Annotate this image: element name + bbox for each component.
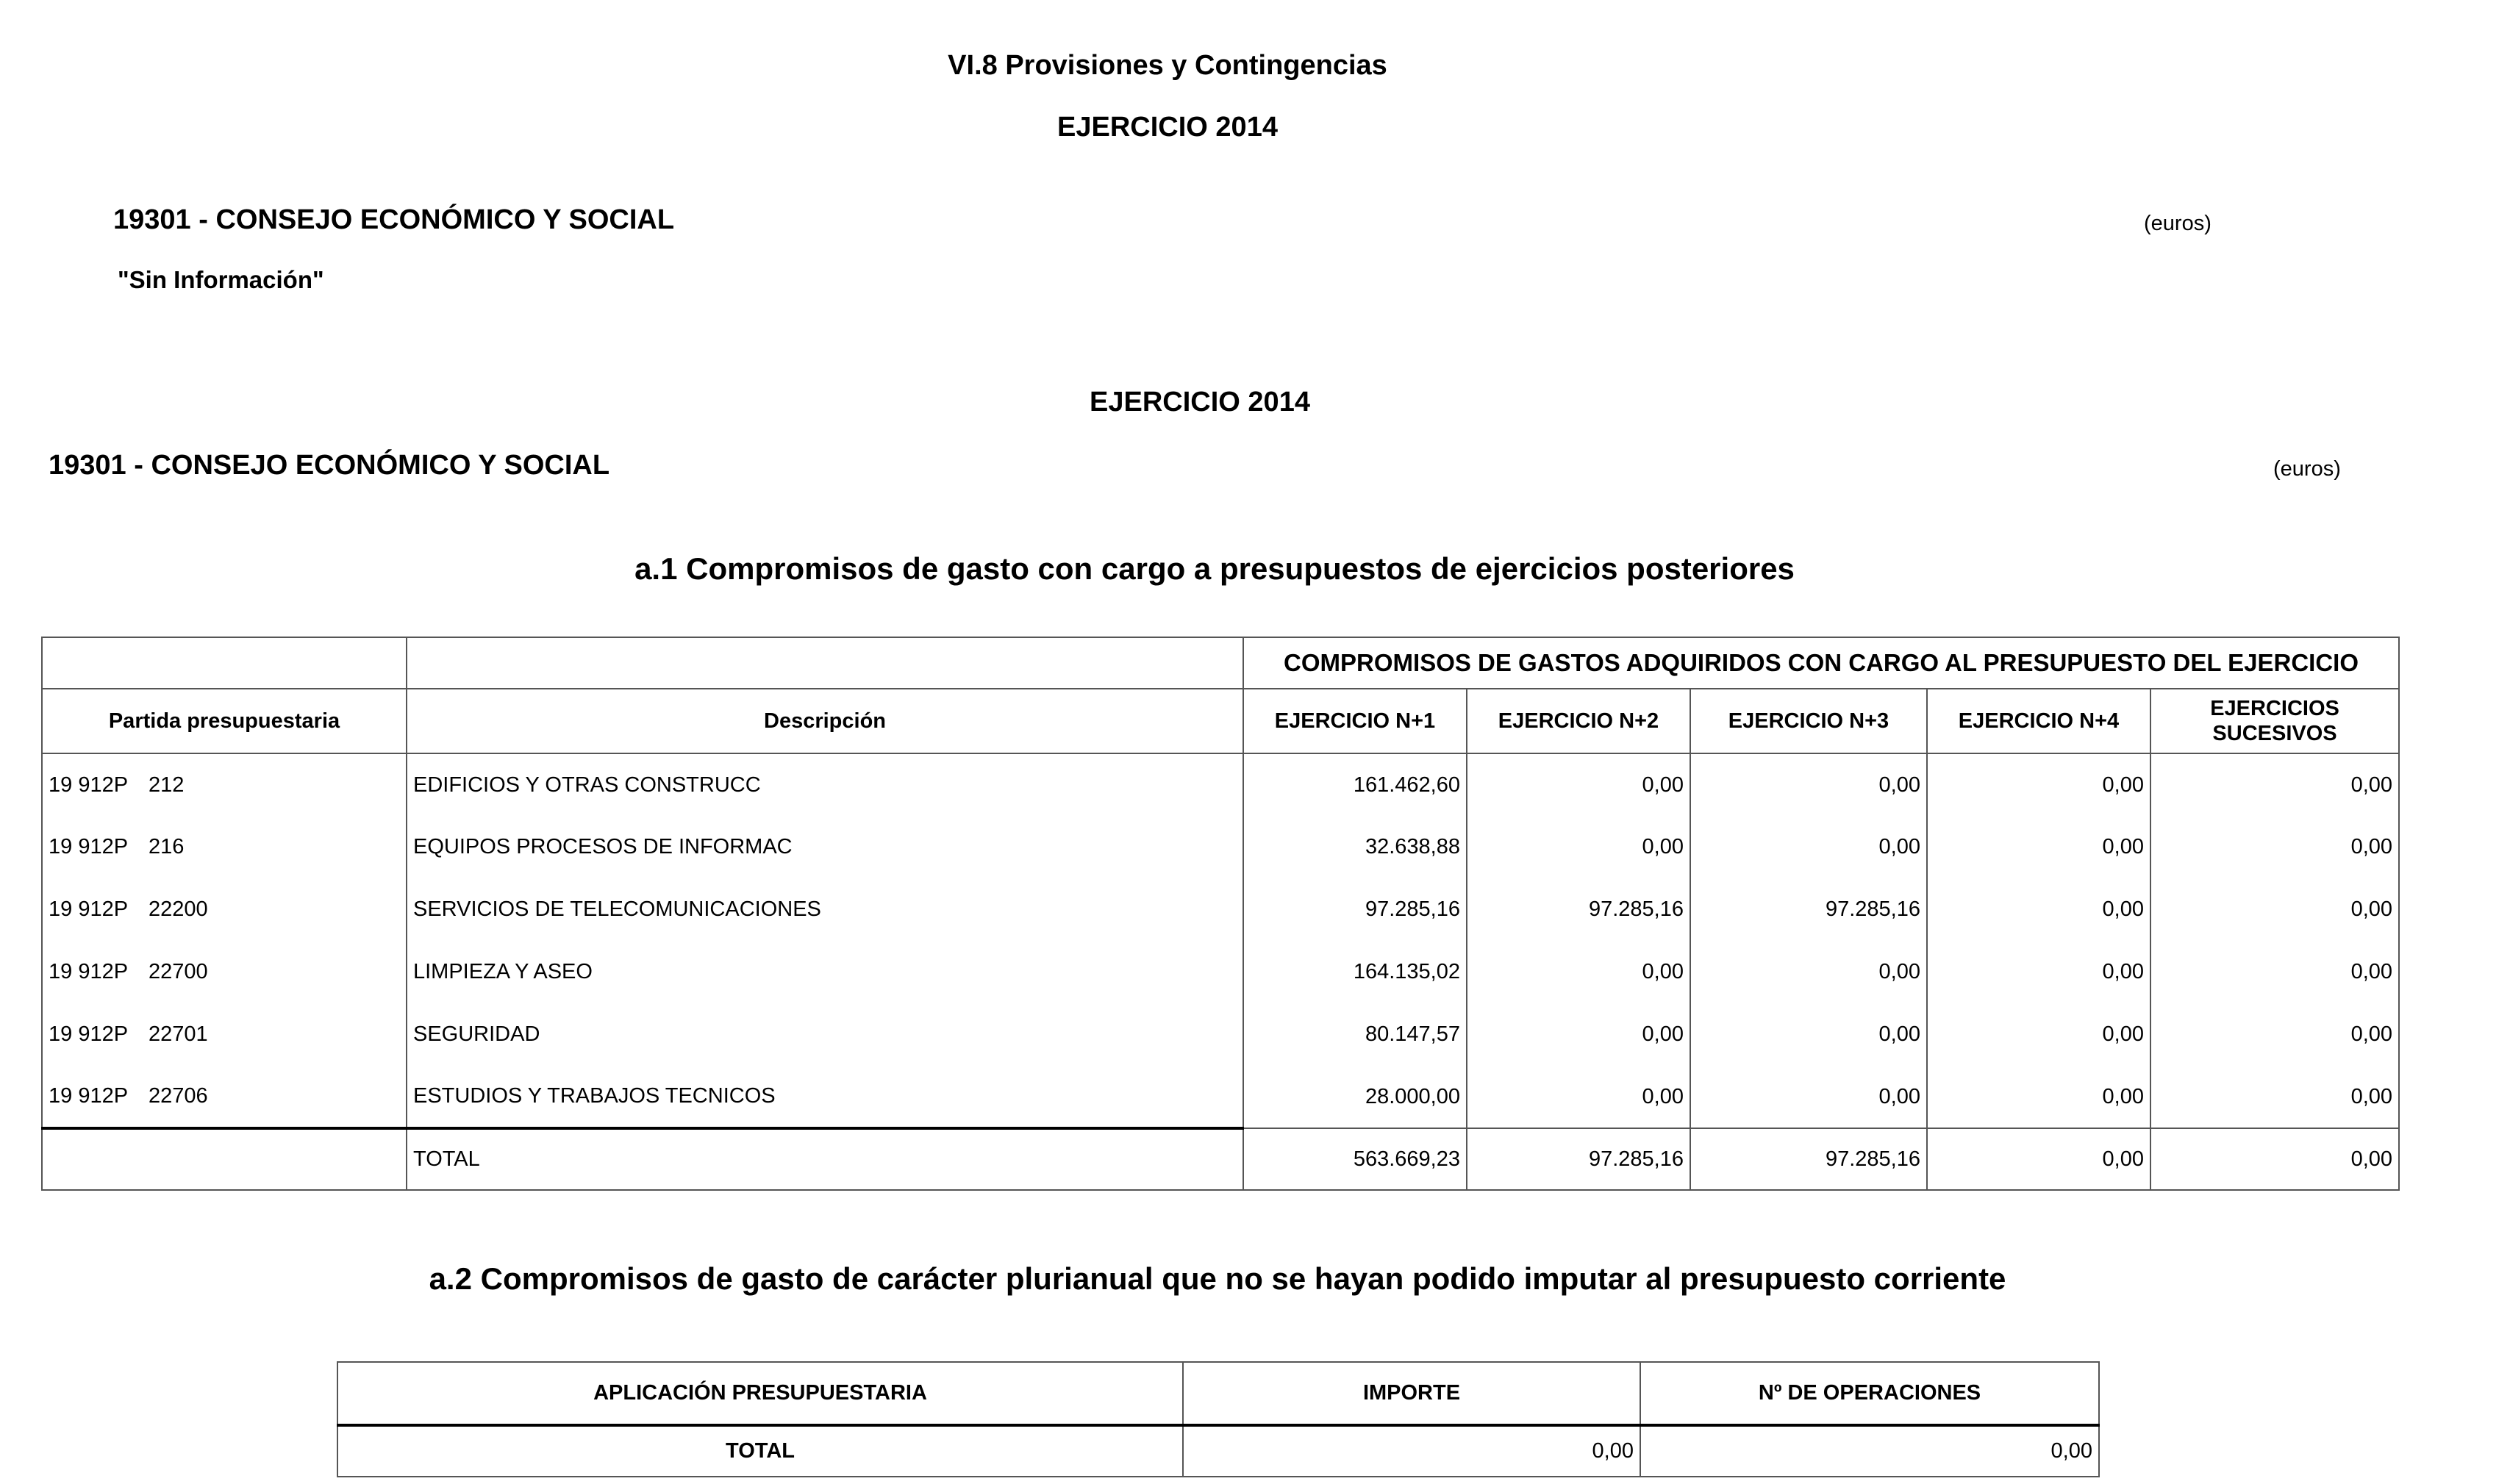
concepto-code: 22701 bbox=[149, 1022, 208, 1046]
descripcion-cell: EQUIPOS PROCESOS DE INFORMAC bbox=[407, 816, 1243, 878]
n1-cell: 164.135,02 bbox=[1243, 941, 1467, 1003]
partida-cell bbox=[42, 1066, 407, 1128]
sucesivos-cell: 0,00 bbox=[2150, 816, 2399, 878]
a1-col-header: EJERCICIO N+1 bbox=[1243, 689, 1467, 753]
a1-col-header: Partida presupuestaria bbox=[42, 689, 407, 753]
n3-cell: 0,00 bbox=[1690, 816, 1927, 878]
n1-cell: 32.638,88 bbox=[1243, 816, 1467, 878]
partida-code: 19 912P bbox=[49, 960, 129, 983]
a2-total-label: TOTAL bbox=[337, 1425, 1183, 1477]
concepto-code: 212 bbox=[149, 773, 185, 797]
n3-cell: 0,00 bbox=[1690, 941, 1927, 1003]
concepto-code: 22200 bbox=[149, 897, 208, 921]
n4-cell: 0,00 bbox=[1927, 1003, 2150, 1066]
n1-cell: 161.462,60 bbox=[1243, 753, 1467, 816]
a2-col-header: IMPORTE bbox=[1183, 1362, 1640, 1425]
a2-title: a.2 Compromisos de gasto de carácter plurianual que no se hayan podido imputar al presupuesto corriente bbox=[429, 1261, 2006, 1296]
n2-cell: 0,00 bbox=[1467, 1003, 1690, 1066]
partida-cell bbox=[42, 941, 407, 1003]
a2-table bbox=[337, 1361, 2100, 1477]
a2-col-header: Nº DE OPERACIONES bbox=[1640, 1362, 2099, 1425]
a1-total-n2: 97.285,16 bbox=[1467, 1128, 1690, 1190]
n4-cell: 0,00 bbox=[1927, 878, 2150, 941]
descripcion-cell: SEGURIDAD bbox=[407, 1003, 1243, 1066]
sucesivos-cell: 0,00 bbox=[2150, 753, 2399, 816]
a1-col-header: Descripción bbox=[407, 689, 1243, 753]
table-row bbox=[42, 753, 2399, 816]
a1-total-label: TOTAL bbox=[407, 1128, 1243, 1190]
n1-cell: 28.000,00 bbox=[1243, 1066, 1467, 1128]
units-label: (euros) bbox=[2144, 212, 2212, 235]
entity-heading: 19301 - CONSEJO ECONÓMICO Y SOCIAL bbox=[113, 204, 675, 235]
n2-cell: 0,00 bbox=[1467, 753, 1690, 816]
a1-col-header: EJERCICIOS SUCESIVOS bbox=[2150, 689, 2399, 753]
n1-cell: 97.285,16 bbox=[1243, 878, 1467, 941]
n4-cell: 0,00 bbox=[1927, 753, 2150, 816]
partida-cell bbox=[42, 816, 407, 878]
partida-code: 19 912P bbox=[49, 835, 129, 859]
sucesivos-cell: 0,00 bbox=[2150, 941, 2399, 1003]
a1-col-header: EJERCICIO N+3 bbox=[1690, 689, 1927, 753]
n4-cell: 0,00 bbox=[1927, 1066, 2150, 1128]
section-title: VI.8 Provisiones y Contingencias bbox=[948, 50, 1387, 81]
partida-cell bbox=[42, 1003, 407, 1066]
partida-code: 19 912P bbox=[49, 773, 129, 797]
partida-code: 19 912P bbox=[49, 897, 129, 921]
n3-cell: 0,00 bbox=[1690, 753, 1927, 816]
table-row bbox=[42, 878, 2399, 941]
n2-cell: 0,00 bbox=[1467, 1066, 1690, 1128]
a1-blank-cell bbox=[407, 637, 1243, 689]
partida-code: 19 912P bbox=[49, 1084, 129, 1108]
n1-cell: 80.147,57 bbox=[1243, 1003, 1467, 1066]
descripcion-cell: LIMPIEZA Y ASEO bbox=[407, 941, 1243, 1003]
a1-total-suc: 0,00 bbox=[2150, 1128, 2399, 1190]
a1-col-header: EJERCICIO N+2 bbox=[1467, 689, 1690, 753]
exercise-heading: EJERCICIO 2014 bbox=[1057, 112, 1278, 143]
units-label-2: (euros) bbox=[2273, 457, 2341, 481]
n2-cell: 0,00 bbox=[1467, 941, 1690, 1003]
a1-title: a.1 Compromisos de gasto con cargo a presupuestos de ejercicios posteriores bbox=[634, 551, 1795, 586]
n3-cell: 97.285,16 bbox=[1690, 878, 1927, 941]
sucesivos-cell: 0,00 bbox=[2150, 1003, 2399, 1066]
a1-total-n4: 0,00 bbox=[1927, 1128, 2150, 1190]
a1-total-blank bbox=[42, 1128, 407, 1190]
concepto-code: 22706 bbox=[149, 1084, 208, 1108]
a1-total-n1: 563.669,23 bbox=[1243, 1128, 1467, 1190]
a1-group-header: COMPROMISOS DE GASTOS ADQUIRIDOS CON CARGO AL PRESUPUESTO DEL EJERCICIO bbox=[1243, 637, 2399, 689]
a2-col-header: APLICACIÓN PRESUPUESTARIA bbox=[337, 1362, 1183, 1425]
concepto-code: 216 bbox=[149, 835, 185, 859]
a1-table bbox=[41, 637, 2400, 1191]
n3-cell: 0,00 bbox=[1690, 1066, 1927, 1128]
partida-code: 19 912P bbox=[49, 1022, 129, 1046]
partida-cell bbox=[42, 878, 407, 941]
a1-total-n3: 97.285,16 bbox=[1690, 1128, 1927, 1190]
n2-cell: 0,00 bbox=[1467, 816, 1690, 878]
exercise-heading-2: EJERCICIO 2014 bbox=[1090, 387, 1310, 417]
a1-blank-cell bbox=[42, 637, 407, 689]
partida-cell bbox=[42, 753, 407, 816]
a1-col-header: EJERCICIO N+4 bbox=[1927, 689, 2150, 753]
a2-total-importe: 0,00 bbox=[1183, 1425, 1640, 1477]
table-row bbox=[42, 941, 2399, 1003]
sucesivos-cell: 0,00 bbox=[2150, 1066, 2399, 1128]
concepto-code: 22700 bbox=[149, 960, 208, 983]
n4-cell: 0,00 bbox=[1927, 941, 2150, 1003]
no-info-label: "Sin Información" bbox=[118, 266, 324, 293]
n4-cell: 0,00 bbox=[1927, 816, 2150, 878]
a2-total-operaciones: 0,00 bbox=[1640, 1425, 2099, 1477]
table-row bbox=[42, 1066, 2399, 1128]
descripcion-cell: ESTUDIOS Y TRABAJOS TECNICOS bbox=[407, 1066, 1243, 1128]
descripcion-cell: SERVICIOS DE TELECOMUNICACIONES bbox=[407, 878, 1243, 941]
table-row bbox=[42, 816, 2399, 878]
descripcion-cell: EDIFICIOS Y OTRAS CONSTRUCC bbox=[407, 753, 1243, 816]
n2-cell: 97.285,16 bbox=[1467, 878, 1690, 941]
entity-heading-2: 19301 - CONSEJO ECONÓMICO Y SOCIAL bbox=[49, 450, 610, 481]
n3-cell: 0,00 bbox=[1690, 1003, 1927, 1066]
sucesivos-cell: 0,00 bbox=[2150, 878, 2399, 941]
table-row bbox=[42, 1003, 2399, 1066]
